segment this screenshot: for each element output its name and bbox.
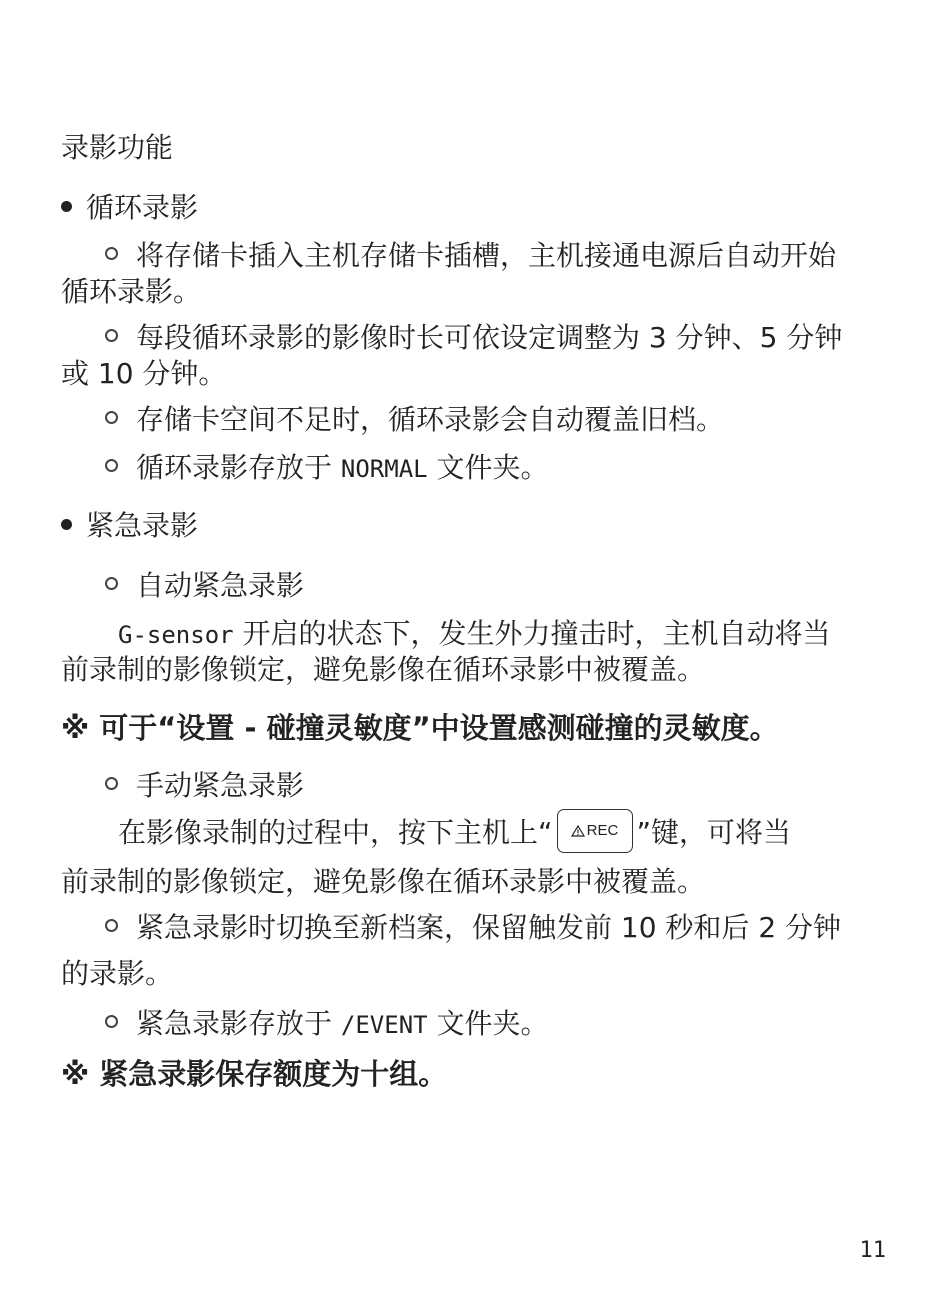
circle-bullet-icon bbox=[105, 1015, 118, 1028]
bullet-dot-icon bbox=[61, 519, 72, 530]
folder-name: NORMAL bbox=[340, 455, 428, 483]
circle-bullet-icon bbox=[105, 577, 118, 590]
sensor-name: G-sensor bbox=[118, 621, 234, 649]
paragraph-text: 将存储卡插入主机存储卡插槽，主机接通电源后自动开始 bbox=[136, 239, 837, 272]
circle-bullet-icon bbox=[105, 329, 118, 342]
sub-item-title: 自动紧急录影 bbox=[136, 569, 305, 602]
warning-triangle-icon bbox=[571, 825, 585, 837]
paragraph-text: 开启的状态下，发生外力撞击时，主机自动将当 bbox=[233, 617, 831, 650]
circle-bullet-icon bbox=[105, 411, 118, 424]
paragraph-text bbox=[118, 614, 831, 655]
circle-bullet-icon bbox=[105, 777, 118, 790]
sub-item bbox=[105, 766, 304, 806]
paragraph-text: 循环录影。 bbox=[61, 275, 202, 308]
section-heading: 录影功能 bbox=[61, 131, 174, 164]
note-sensitivity: ※ 可于“设置 - 碰撞灵敏度”中设置感测碰撞的灵敏度。 bbox=[61, 711, 779, 745]
paragraph-text: 的录影。 bbox=[61, 957, 174, 990]
sub-item bbox=[105, 236, 836, 276]
paragraph-text: 紧急录影时切换至新档案，保留触发前 10 秒和后 2 分钟 bbox=[136, 911, 842, 944]
paragraph-text: 紧急录影存放于 bbox=[136, 1007, 341, 1040]
sub-item bbox=[105, 1004, 549, 1045]
circle-bullet-icon bbox=[105, 247, 118, 260]
paragraph-text: 循环录影存放于 bbox=[136, 451, 341, 484]
rec-key-label: REC bbox=[586, 822, 619, 839]
paragraph-text: 文件夹。 bbox=[427, 451, 549, 484]
page-number: 11 bbox=[859, 1238, 886, 1263]
bullet-emergency-recording bbox=[61, 506, 198, 546]
folder-name: /EVENT bbox=[340, 1011, 428, 1039]
bullet-dot-icon bbox=[61, 201, 72, 212]
circle-bullet-icon bbox=[105, 459, 118, 472]
sub-item bbox=[105, 400, 724, 440]
sub-item bbox=[105, 908, 841, 948]
paragraph-text: 前录制的影像锁定，避免影像在循环录影中被覆盖。 bbox=[61, 653, 706, 686]
sub-item bbox=[105, 448, 549, 489]
rec-key bbox=[557, 809, 633, 853]
sub-item bbox=[105, 318, 842, 358]
paragraph-text: 或 10 分钟。 bbox=[61, 357, 227, 390]
bullet-label: 紧急录影 bbox=[86, 509, 199, 542]
paragraph-text: 每段循环录影的影像时长可依设定调整为 3 分钟、5 分钟 bbox=[136, 321, 843, 354]
sub-item bbox=[105, 566, 304, 606]
paragraph-text: 前录制的影像锁定，避免影像在循环录影中被覆盖。 bbox=[61, 865, 706, 898]
paragraph-text bbox=[118, 812, 791, 856]
note-storage-quota: ※ 紧急录影保存额度为十组。 bbox=[61, 1057, 448, 1091]
paragraph-text: ”键，可将当 bbox=[636, 816, 792, 849]
bullet-label: 循环录影 bbox=[86, 191, 199, 224]
sub-item-title: 手动紧急录影 bbox=[136, 769, 305, 802]
paragraph-text: 存储卡空间不足时，循环录影会自动覆盖旧档。 bbox=[136, 403, 725, 436]
bullet-loop-recording bbox=[61, 188, 198, 228]
paragraph-text: 在影像录制的过程中，按下主机上“ bbox=[118, 816, 553, 849]
paragraph-text: 文件夹。 bbox=[427, 1007, 549, 1040]
circle-bullet-icon bbox=[105, 919, 118, 932]
